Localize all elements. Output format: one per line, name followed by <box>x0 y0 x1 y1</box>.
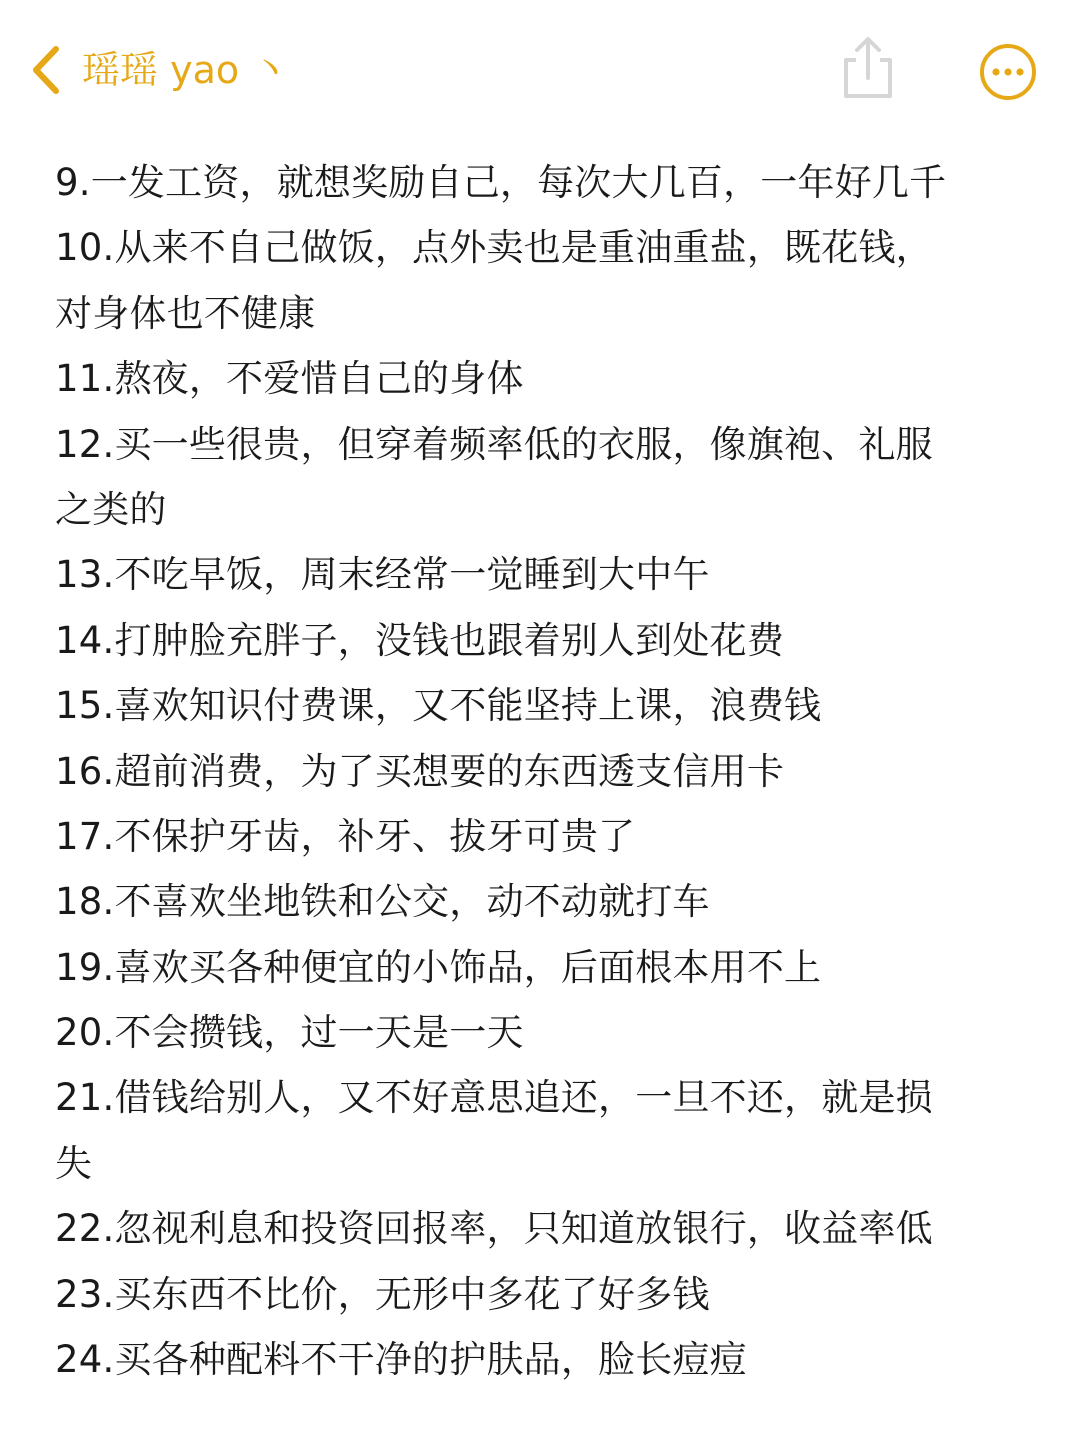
note-line: 20.不会攒钱，过一天是一天 <box>55 1011 524 1055</box>
note-line: 13.不吃早饭，周末经常一觉睡到大中午 <box>55 553 710 597</box>
note-line: 12.买一些很贵，但穿着频率低的衣服，像旗袍、礼服 <box>55 422 933 466</box>
note-line: 9.一发工资，就想奖励自己，每次大几百，一年好几千 <box>55 161 947 204</box>
share-icon <box>838 85 898 104</box>
navigation-bar <box>0 0 1080 140</box>
note-line: 19.喜欢买各种便宜的小饰品，后面根本用不上 <box>55 945 822 989</box>
back-label: 瑶瑶 yao 丶 <box>82 48 290 92</box>
note-line: 失 <box>55 1141 93 1185</box>
share-button[interactable] <box>838 34 898 100</box>
note-line: 之类的 <box>55 487 167 531</box>
chevron-left-icon <box>28 45 64 95</box>
note-body[interactable] <box>55 150 1045 1392</box>
note-line: 24.买各种配料不干净的护肤品，脸长痘痘 <box>55 1338 747 1382</box>
more-options-button[interactable] <box>978 42 1038 102</box>
note-line: 23.买东西不比价，无形中多花了好多钱 <box>55 1272 710 1316</box>
note-line: 22.忽视利息和投资回报率，只知道放银行，收益率低 <box>55 1207 933 1251</box>
back-button[interactable] <box>28 40 289 100</box>
note-line: 11.熬夜，不爱惜自己的身体 <box>55 357 524 401</box>
note-line: 21.借钱给别人，又不好意思追还，一旦不还，就是损 <box>55 1076 933 1120</box>
note-line: 17.不保护牙齿，补牙、拔牙可贵了 <box>55 814 636 858</box>
note-line: 16.超前消费，为了买想要的东西透支信用卡 <box>55 749 785 793</box>
note-line: 15.喜欢知识付费课，又不能坚持上课，浪费钱 <box>55 684 822 728</box>
note-line: 18.不喜欢坐地铁和公交，动不动就打车 <box>55 880 710 924</box>
note-line: 10.从来不自己做饭，点外卖也是重油重盐，既花钱， <box>55 226 933 270</box>
note-line: 对身体也不健康 <box>55 291 316 335</box>
more-circle-icon <box>978 87 1038 106</box>
note-line: 14.打肿脸充胖子，没钱也跟着别人到处花费 <box>55 618 785 662</box>
